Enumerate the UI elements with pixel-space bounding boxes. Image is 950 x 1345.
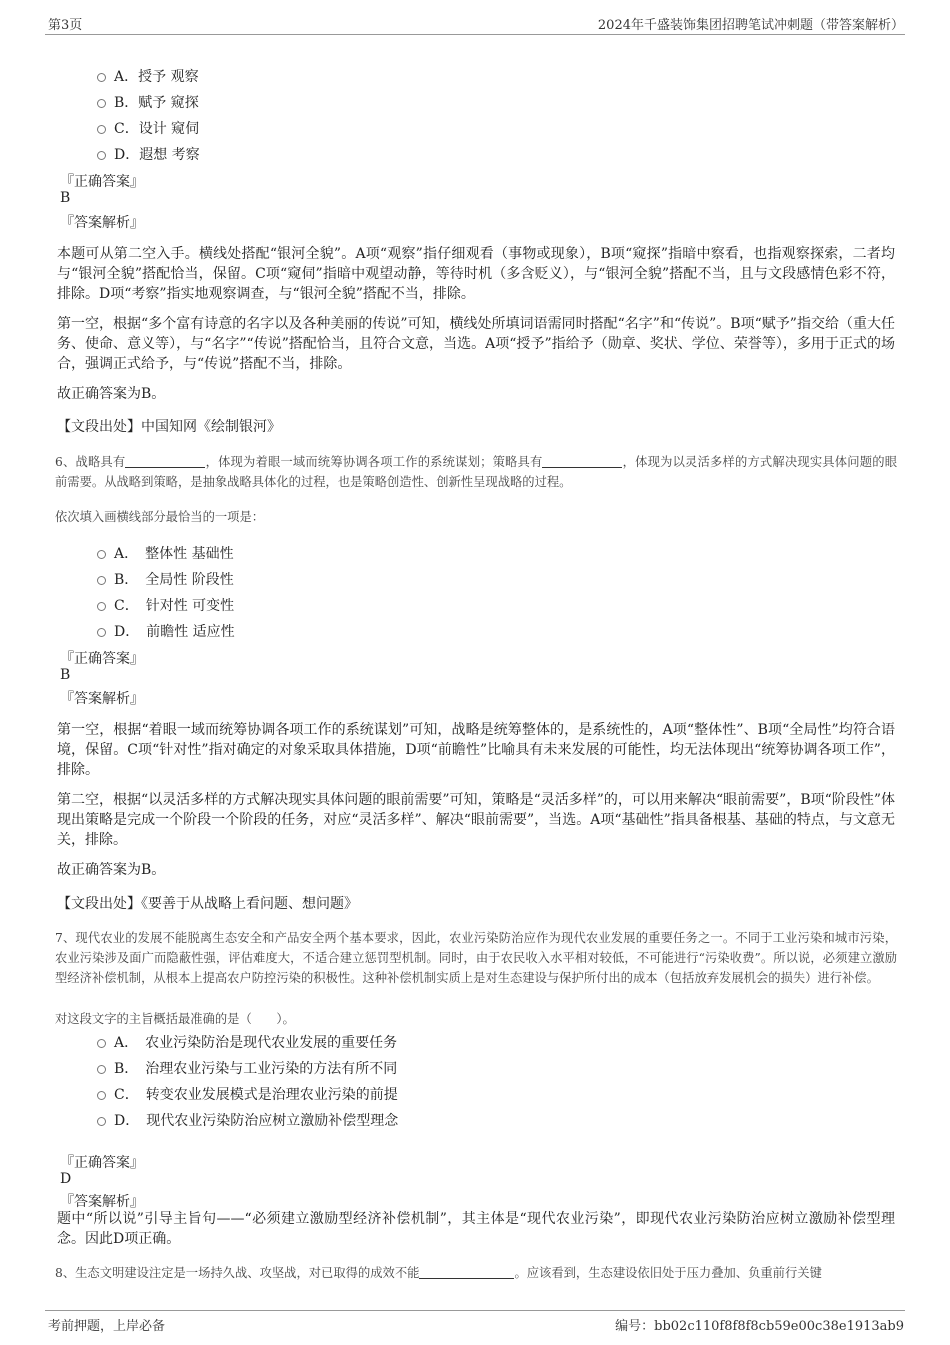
q8-blank-1 — [419, 1265, 514, 1279]
q7-option-d[interactable]: D． 现代农业污染防治应树立激励补偿型理念 — [97, 1110, 398, 1130]
q6-prompt: 依次填入画横线部分最恰当的一项是： — [55, 510, 265, 524]
footer-rule — [45, 1310, 905, 1311]
q5-analysis-p3: 故正确答案为B。 — [57, 386, 166, 402]
q6-answer: B — [60, 667, 71, 683]
q6-blank-2 — [542, 454, 622, 468]
q6-correct-label: 『正确答案』 — [60, 651, 144, 667]
q6-option-a[interactable]: A． 整体性 基础性 — [97, 543, 234, 563]
q6-stem: 6、战略具有 ，体现为着眼一域而统筹协调各项工作的系统谋划；策略具有 ，体现为以灵活多样的方式解决现实具体问题的眼前需要。从战略到策略，是抽象战略具体化的过程，也是策略创造性、创新性呈现战略的过程。 — [55, 455, 897, 489]
radio-icon[interactable] — [97, 125, 106, 134]
q5-analysis-p1: 本题可从第二空入手。横线处搭配“银河全貌”。A项“观察”指仔细观看（事物或现象），B项“窥探”指暗中察看，也指观察探索，二者均与“银河全貌”搭配恰当，保留。C项“窥伺”指暗中观望动静，等待时机（多含贬义），与“银河全貌”搭配不当，且与文段感情色彩不符，排除。D项“考察”指实地观察调查，与“银河全貌”搭配不当，排除。 — [57, 246, 895, 302]
radio-icon[interactable] — [97, 73, 106, 82]
radio-icon[interactable] — [97, 1117, 106, 1126]
radio-icon[interactable] — [97, 1091, 106, 1100]
q5-analysis-label: 『答案解析』 — [60, 215, 144, 231]
q5-option-b[interactable]: B．赋予 窥探 — [97, 92, 199, 112]
page-number: 第3页 — [48, 18, 83, 33]
q7-stem: 7、现代农业的发展不能脱离生态安全和产品安全两个基本要求，因此，农业污染防治应作为现代农业发展的重要任务之一。不同于工业污染和城市污染，农业污染涉及面广而隐蔽性强，评估难度大，不适合建立惩罚型机制。同时，由于农民收入水平相对较低，不可能进行“污染收费”。所以说，必须建立激励型经济补偿机制，从根本上提高农户防控污染的积极性。这种补偿机制实质上是对生态建设与保护所付出的成本（包括放弃发展机会的损失）进行补偿。 — [55, 931, 897, 985]
document-title: 2024年千盛装饰集团招聘笔试冲刺题（带答案解析） — [597, 18, 904, 33]
q5-source: 【文段出处】中国知网《绘制银河》 — [57, 419, 281, 435]
radio-icon[interactable] — [97, 151, 106, 160]
q6-option-d[interactable]: D． 前瞻性 适应性 — [97, 621, 235, 641]
radio-icon[interactable] — [97, 628, 106, 637]
q7-analysis: 题中“所以说”引导主旨句——“必须建立激励型经济补偿机制”，其主体是“现代农业污染”，即现代农业污染防治应树立激励补偿型理念。因此D项正确。 — [57, 1211, 895, 1247]
radio-icon[interactable] — [97, 576, 106, 585]
q5-analysis-p2: 第一空，根据“多个富有诗意的名字以及各种美丽的传说”可知，横线处所填词语需同时搭配“名字”和“传说”。B项“赋予”指交给（重大任务、使命、意义等），与“名字”“传说”搭配恰当，且符合文意，当选。A项“授予”指给予（勋章、奖状、学位、荣誉等），多用于正式的场合，强调正式给予，与“传说”搭配不当，排除。 — [57, 316, 895, 372]
radio-icon[interactable] — [97, 1065, 106, 1074]
q5-answer: B — [60, 190, 71, 206]
q7-answer: D — [60, 1171, 72, 1187]
q6-option-b[interactable]: B． 全局性 阶段性 — [97, 569, 234, 589]
q7-option-b[interactable]: B． 治理农业污染与工业污染的方法有所不同 — [97, 1058, 397, 1078]
q5-option-a[interactable]: A．授予 观察 — [97, 66, 199, 86]
header-rule — [45, 34, 905, 35]
radio-icon[interactable] — [97, 602, 106, 611]
q7-analysis-label: 『答案解析』 — [60, 1194, 144, 1210]
q6-analysis-p2: 第二空，根据“以灵活多样的方式解决现实具体问题的眼前需要”可知，策略是“灵活多样”的，可以用来解决“眼前需要”，B项“阶段性”体现出策略是完成一个阶段一个阶段的任务，对应“灵活多样”、解决“眼前需要”，当选。A项“基础性”指具备根基、基础的特点，与文意无关，排除。 — [57, 792, 895, 848]
q6-option-c[interactable]: C． 针对性 可变性 — [97, 595, 234, 615]
q5-option-d[interactable]: D．遐想 考察 — [97, 144, 200, 164]
q5-option-c[interactable]: C．设计 窥伺 — [97, 118, 199, 138]
q5-correct-label: 『正确答案』 — [60, 174, 144, 190]
q6-blank-1 — [125, 454, 205, 468]
radio-icon[interactable] — [97, 1039, 106, 1048]
q7-correct-label: 『正确答案』 — [60, 1155, 144, 1171]
q6-source: 【文段出处】《要善于从战略上看问题、想问题》 — [57, 896, 358, 912]
q7-prompt: 对这段文字的主旨概括最准确的是（ ）。 — [55, 1012, 295, 1026]
q6-analysis-p3: 故正确答案为B。 — [57, 862, 166, 878]
q7-option-a[interactable]: A． 农业污染防治是现代农业发展的重要任务 — [97, 1032, 397, 1052]
radio-icon[interactable] — [97, 99, 106, 108]
footer-slogan: 考前押题，上岸必备 — [48, 1319, 166, 1334]
q6-analysis-label: 『答案解析』 — [60, 691, 144, 707]
radio-icon[interactable] — [97, 550, 106, 559]
q8-stem: 8、生态文明建设注定是一场持久战、攻坚战，对已取得的成效不能 。应该看到，生态建设依旧处于压力叠加、负重前行关键 — [55, 1266, 822, 1280]
q7-option-c[interactable]: C． 转变农业发展模式是治理农业污染的前提 — [97, 1084, 398, 1104]
q6-analysis-p1: 第一空，根据“着眼一域而统筹协调各项工作的系统谋划”可知，战略是统筹整体的，是系统性的，A项“整体性”、B项“全局性”均符合语境，保留。C项“针对性”指对确定的对象采取具体措施，D项“前瞻性”比喻具有未来发展的可能性，均无法体现出“统筹协调各项工作”，排除。 — [57, 722, 895, 778]
footer-code: 编号：bb02c110f8f8f8cb59e00c38e1913ab9 — [615, 1319, 904, 1334]
